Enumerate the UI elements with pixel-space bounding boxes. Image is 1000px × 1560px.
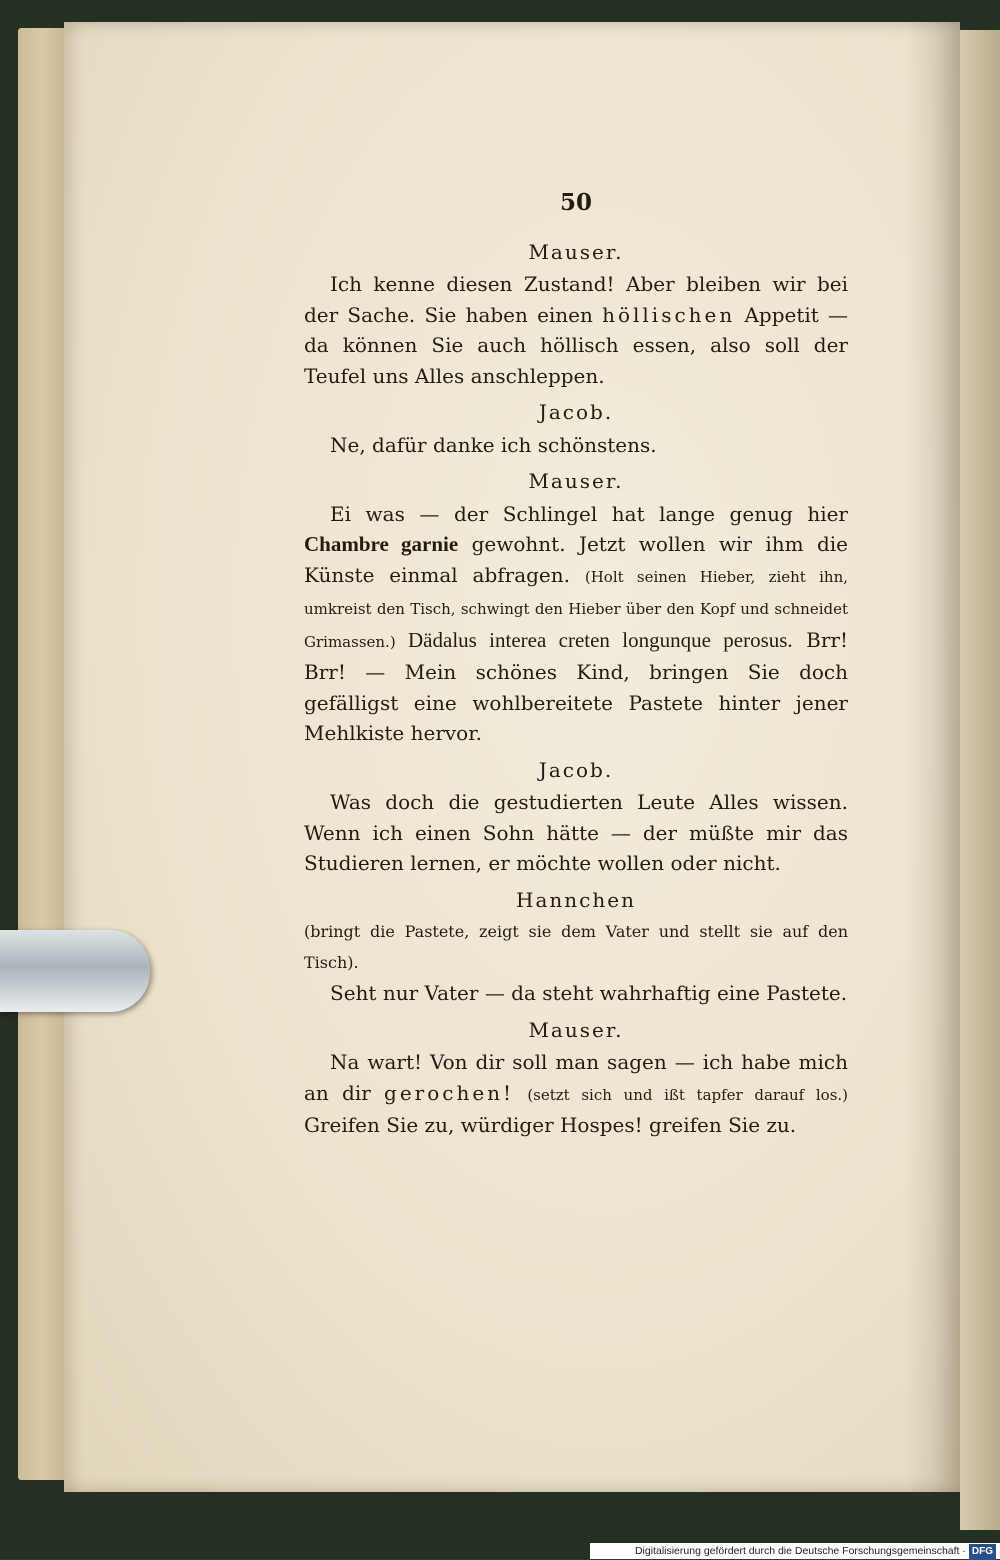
dfg-logo: DFG <box>969 1544 996 1560</box>
paragraph <box>304 269 848 391</box>
spaced-word: gerochen! <box>384 1080 515 1105</box>
text-run: Ich kenne diesen Zustand! Aber bleiben wir bei der Sache. Sie haben einen <box>304 272 848 327</box>
text-run: Ei was — der Schlingel hat lange genug hier <box>330 501 848 526</box>
speaker-label: Jacob. <box>538 400 614 424</box>
page-clip <box>0 930 150 1012</box>
speaker-label: Mauser. <box>528 239 624 264</box>
paragraph: Ne, dafür danke ich schönstens. <box>330 432 657 457</box>
paragraph: Seht nur Vater — da steht wahrhaftig eine Pastete. <box>330 981 848 1005</box>
speaker-label: Jacob. <box>538 757 614 782</box>
digitization-footer <box>590 1543 1000 1559</box>
paragraph <box>304 499 848 749</box>
page-number: 50 <box>559 189 592 216</box>
speaker-label: Mauser. <box>528 469 624 493</box>
stage-direction: (Holt seinen Hieber, zieht ihn, umkreist den Tisch, schwingt den Hieber über den Kopf und schneidet Grimassen.) <box>304 567 848 651</box>
next-page-edge <box>960 30 1000 1530</box>
text-run: Brr! Brr! — Mein schönes Kind, bringen Sie doch gefälligst eine wohlbereitete Pastete hinter jener Mehlkiste hervor. <box>304 627 848 745</box>
paragraph: Was doch die gestudierten Leute Alles wissen. Wenn ich einen Sohn hätte — der müßte mir das Studieren lernen, er möchte wollen oder nicht. <box>304 790 848 875</box>
page-fold-shadow <box>905 22 960 1492</box>
text-run: Na wart! Von dir soll man sagen — ich habe mich an dir <box>304 1050 848 1105</box>
text-run <box>514 1081 527 1105</box>
latin-phrase: Chambre garnie <box>304 532 459 556</box>
spaced-word: höllischen <box>602 302 736 327</box>
stage-direction: (bringt die Pastete, zeigt sie dem Vater und stellt sie auf den Tisch). <box>304 922 848 972</box>
paragraph <box>304 1047 848 1141</box>
speaker-label: Mauser. <box>528 1017 624 1042</box>
speaker-label: Hannchen <box>516 887 636 912</box>
page-text <box>304 188 848 1141</box>
stage-direction: (setzt sich und ißt tapfer darauf los.) <box>527 1085 849 1104</box>
footer-text: Digitalisierung gefördert durch die Deutsche Forschungsgemeinschaft · <box>634 1545 966 1557</box>
latin-quote: Dädalus interea creten longunque perosus. <box>395 627 793 652</box>
text-run: Greifen Sie zu, würdiger Hospes! greifen Sie zu. <box>304 1113 797 1137</box>
text-run: gewohnt. Jetzt wollen wir ihm die Künste einmal abfragen. <box>304 532 848 587</box>
text-run: Appetit — da können Sie auch höllisch essen, also soll der Teufel uns Alles anschleppen. <box>304 302 848 388</box>
